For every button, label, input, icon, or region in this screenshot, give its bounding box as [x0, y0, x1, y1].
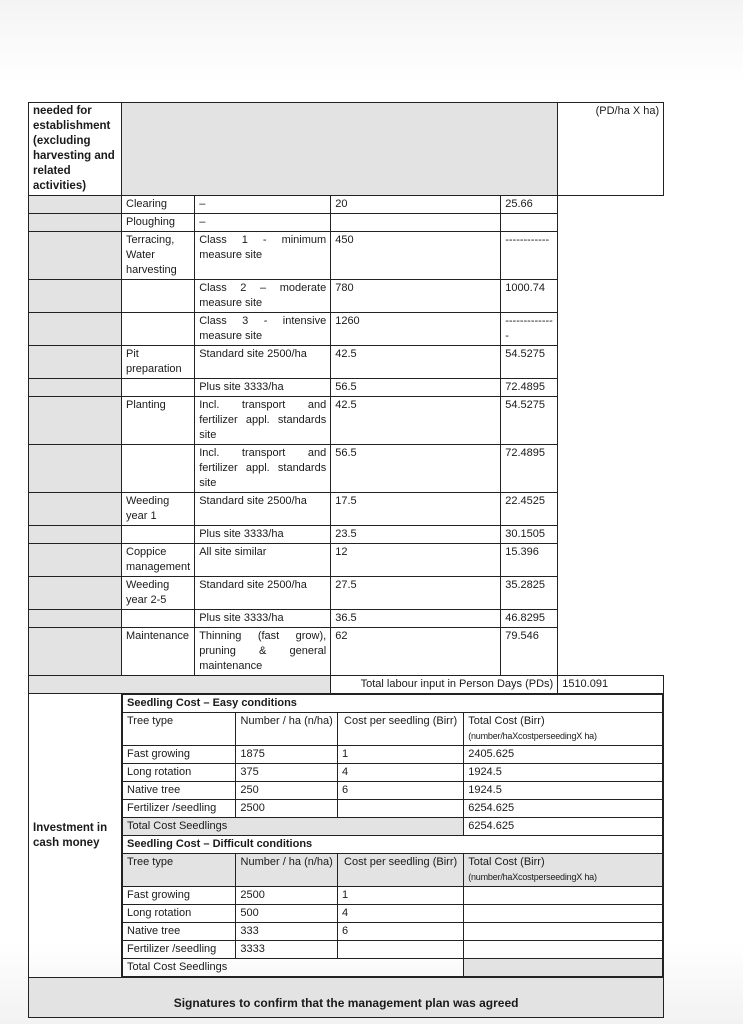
unit-header: (PD/ha X ha) — [558, 103, 664, 196]
labour-activity — [122, 526, 195, 544]
labour-description: Class 1 - minimum measure site — [195, 232, 331, 280]
labour-row-spacer — [29, 577, 122, 610]
difficult-cell-number: 500 — [236, 905, 338, 923]
labour-total — [501, 214, 558, 232]
labour-activity — [122, 313, 195, 346]
easy-title: Seedling Cost – Easy conditions — [123, 695, 663, 713]
labour-activity: Ploughing — [122, 214, 195, 232]
easy-cell-cost — [337, 800, 463, 818]
labour-total: 72.4895 — [501, 379, 558, 397]
labour-activity: Weeding year 1 — [122, 493, 195, 526]
management-plan-table — [28, 102, 664, 1018]
difficult-cell-cost: 1 — [337, 887, 463, 905]
labour-row-spacer — [29, 544, 122, 577]
difficult-seedling-row — [123, 941, 663, 959]
labour-row-spacer — [29, 610, 122, 628]
easy-cell-cost: 1 — [337, 746, 463, 764]
labour-row-spacer — [29, 313, 122, 346]
labour-pd: 1260 — [331, 313, 501, 346]
labour-row — [29, 526, 664, 544]
labour-activity: Terracing, Water harvesting — [122, 232, 195, 280]
easy-seedling-row — [123, 764, 663, 782]
easy-cell-type: Native tree — [123, 782, 236, 800]
labour-row-spacer — [29, 346, 122, 379]
signature-row — [29, 978, 664, 1018]
difficult-cell-cost: 6 — [337, 923, 463, 941]
easy-h-number: Number / ha (n/ha) — [236, 713, 338, 746]
labour-pd: 23.5 — [331, 526, 501, 544]
labour-total: 30.1505 — [501, 526, 558, 544]
labour-description: Plus site 3333/ha — [195, 379, 331, 397]
difficult-h-total-label: Total Cost (Birr) — [468, 856, 545, 868]
labour-pd: 56.5 — [331, 445, 501, 493]
easy-seedling-row — [123, 800, 663, 818]
easy-cell-total: 6254.625 — [464, 800, 663, 818]
easy-total-row — [123, 818, 663, 836]
difficult-total-label: Total Cost Seedlings — [123, 959, 464, 977]
labour-description: Standard site 2500/ha — [195, 346, 331, 379]
labour-row — [29, 379, 664, 397]
labour-description: Standard site 2500/ha — [195, 493, 331, 526]
labour-activity: Pit preparation — [122, 346, 195, 379]
difficult-seedling-row — [123, 887, 663, 905]
labour-pd — [331, 214, 501, 232]
seedling-easy-table — [122, 694, 663, 977]
labour-row-spacer — [29, 493, 122, 526]
labour-pd: 450 — [331, 232, 501, 280]
labour-row — [29, 196, 664, 214]
labour-total: 1000.74 — [501, 280, 558, 313]
total-shade — [29, 676, 331, 694]
difficult-h-total — [464, 854, 663, 887]
labour-description: Incl. transport and fertilizer appl. standards site — [195, 445, 331, 493]
labour-pd: 780 — [331, 280, 501, 313]
investment-section-label: Investment in cash money — [29, 694, 122, 978]
easy-h-type: Tree type — [123, 713, 236, 746]
labour-description: All site similar — [195, 544, 331, 577]
difficult-cell-total — [464, 923, 663, 941]
easy-cell-cost: 6 — [337, 782, 463, 800]
labour-pd: 36.5 — [331, 610, 501, 628]
easy-cell-type: Long rotation — [123, 764, 236, 782]
labour-activity — [122, 445, 195, 493]
difficult-cell-type: Fertilizer /seedling — [123, 941, 236, 959]
easy-total-label: Total Cost Seedlings — [123, 818, 464, 836]
labour-row-spacer — [29, 214, 122, 232]
difficult-cell-total — [464, 905, 663, 923]
labour-row — [29, 610, 664, 628]
difficult-seedling-row — [123, 905, 663, 923]
labour-activity: Clearing — [122, 196, 195, 214]
labour-row — [29, 628, 664, 676]
easy-seedling-row — [123, 746, 663, 764]
difficult-cell-total — [464, 941, 663, 959]
labour-pd: 12 — [331, 544, 501, 577]
easy-rows — [123, 746, 663, 818]
easy-h-cost: Cost per seedling (Birr) — [337, 713, 463, 746]
difficult-h-cost: Cost per seedling (Birr) — [337, 854, 463, 887]
labour-total-label: Total labour input in Person Days (PDs) — [331, 676, 558, 694]
easy-cell-number: 250 — [236, 782, 338, 800]
labour-total: 22.4525 — [501, 493, 558, 526]
easy-cell-total: 1924.5 — [464, 782, 663, 800]
easy-h-total-sub: (number/haXcostperseedingX ha) — [468, 731, 597, 741]
labour-activity: Planting — [122, 397, 195, 445]
easy-cell-type: Fast growing — [123, 746, 236, 764]
labour-total: 15.396 — [501, 544, 558, 577]
labour-description: Class 3 - intensive measure site — [195, 313, 331, 346]
header-blank — [122, 103, 558, 196]
difficult-cell-total — [464, 887, 663, 905]
signatures-text: Signatures to confirm that the management plan was agreed — [29, 978, 664, 1018]
labour-activity — [122, 610, 195, 628]
difficult-cell-cost — [337, 941, 463, 959]
easy-cell-number: 2500 — [236, 800, 338, 818]
labour-description: Plus site 3333/ha — [195, 610, 331, 628]
labour-row-spacer — [29, 526, 122, 544]
difficult-seedling-row — [123, 923, 663, 941]
difficult-cell-cost: 4 — [337, 905, 463, 923]
labour-total: 25.66 — [501, 196, 558, 214]
difficult-cell-type: Fast growing — [123, 887, 236, 905]
labour-row-spacer — [29, 628, 122, 676]
easy-header-row — [123, 713, 663, 746]
labour-total-value: 1510.091 — [558, 676, 664, 694]
difficult-total-row — [123, 959, 663, 977]
labour-section-label: needed for establishment (excluding harvesting and related activities) — [29, 103, 122, 196]
labour-row-spacer — [29, 196, 122, 214]
labour-pd: 27.5 — [331, 577, 501, 610]
easy-total-value: 6254.625 — [464, 818, 663, 836]
labour-total-row — [29, 676, 664, 694]
labour-row — [29, 214, 664, 232]
labour-description: Plus site 3333/ha — [195, 526, 331, 544]
difficult-h-total-sub: (number/haXcostperseedingX ha) — [468, 872, 597, 882]
labour-total: 79.546 — [501, 628, 558, 676]
labour-row — [29, 313, 664, 346]
investment-section — [29, 694, 664, 978]
labour-activity: Maintenance — [122, 628, 195, 676]
labour-pd: 42.5 — [331, 397, 501, 445]
labour-description: – — [195, 214, 331, 232]
labour-row — [29, 445, 664, 493]
labour-row — [29, 280, 664, 313]
easy-cell-type: Fertilizer /seedling — [123, 800, 236, 818]
difficult-rows — [123, 887, 663, 959]
labour-pd: 56.5 — [331, 379, 501, 397]
easy-cell-number: 1875 — [236, 746, 338, 764]
labour-total: ------------ — [501, 232, 558, 280]
labour-row-spacer — [29, 379, 122, 397]
labour-pd: 62 — [331, 628, 501, 676]
labour-activity — [122, 379, 195, 397]
difficult-cell-number: 333 — [236, 923, 338, 941]
labour-row — [29, 544, 664, 577]
difficult-h-type: Tree type — [123, 854, 236, 887]
labour-total: 46.8295 — [501, 610, 558, 628]
labour-activity: Weeding year 2-5 — [122, 577, 195, 610]
labour-pd: 17.5 — [331, 493, 501, 526]
labour-header-row — [29, 103, 664, 196]
labour-description: Thinning (fast grow), pruning & general maintenance — [195, 628, 331, 676]
labour-row — [29, 346, 664, 379]
labour-pd: 42.5 — [331, 346, 501, 379]
labour-total: 54.5275 — [501, 397, 558, 445]
easy-h-total-label: Total Cost (Birr) — [468, 715, 545, 727]
labour-total: 72.4895 — [501, 445, 558, 493]
difficult-cell-number: 2500 — [236, 887, 338, 905]
easy-cell-total: 1924.5 — [464, 764, 663, 782]
labour-total: -------------- — [501, 313, 558, 346]
labour-row — [29, 577, 664, 610]
easy-cell-cost: 4 — [337, 764, 463, 782]
difficult-h-number: Number / ha (n/ha) — [236, 854, 338, 887]
easy-seedling-row — [123, 782, 663, 800]
difficult-title: Seedling Cost – Difficult conditions — [123, 836, 663, 854]
labour-rows — [29, 196, 664, 676]
difficult-cell-number: 3333 — [236, 941, 338, 959]
labour-row-spacer — [29, 280, 122, 313]
labour-row — [29, 493, 664, 526]
labour-row-spacer — [29, 232, 122, 280]
difficult-total-value — [464, 959, 663, 977]
labour-row-spacer — [29, 445, 122, 493]
easy-cell-total: 2405.625 — [464, 746, 663, 764]
labour-row — [29, 232, 664, 280]
labour-activity — [122, 280, 195, 313]
labour-total: 35.2825 — [501, 577, 558, 610]
labour-row-spacer — [29, 397, 122, 445]
labour-description: Incl. transport and fertilizer appl. standards site — [195, 397, 331, 445]
labour-total: 54.5275 — [501, 346, 558, 379]
labour-description: Standard site 2500/ha — [195, 577, 331, 610]
labour-description: Class 2 – moderate measure site — [195, 280, 331, 313]
easy-h-total — [464, 713, 663, 746]
labour-pd: 20 — [331, 196, 501, 214]
labour-activity: Coppice management — [122, 544, 195, 577]
difficult-cell-type: Native tree — [123, 923, 236, 941]
labour-row — [29, 397, 664, 445]
easy-cell-number: 375 — [236, 764, 338, 782]
labour-description: – — [195, 196, 331, 214]
difficult-header-row — [123, 854, 663, 887]
seedling-cost-cell — [122, 694, 664, 978]
difficult-cell-type: Long rotation — [123, 905, 236, 923]
